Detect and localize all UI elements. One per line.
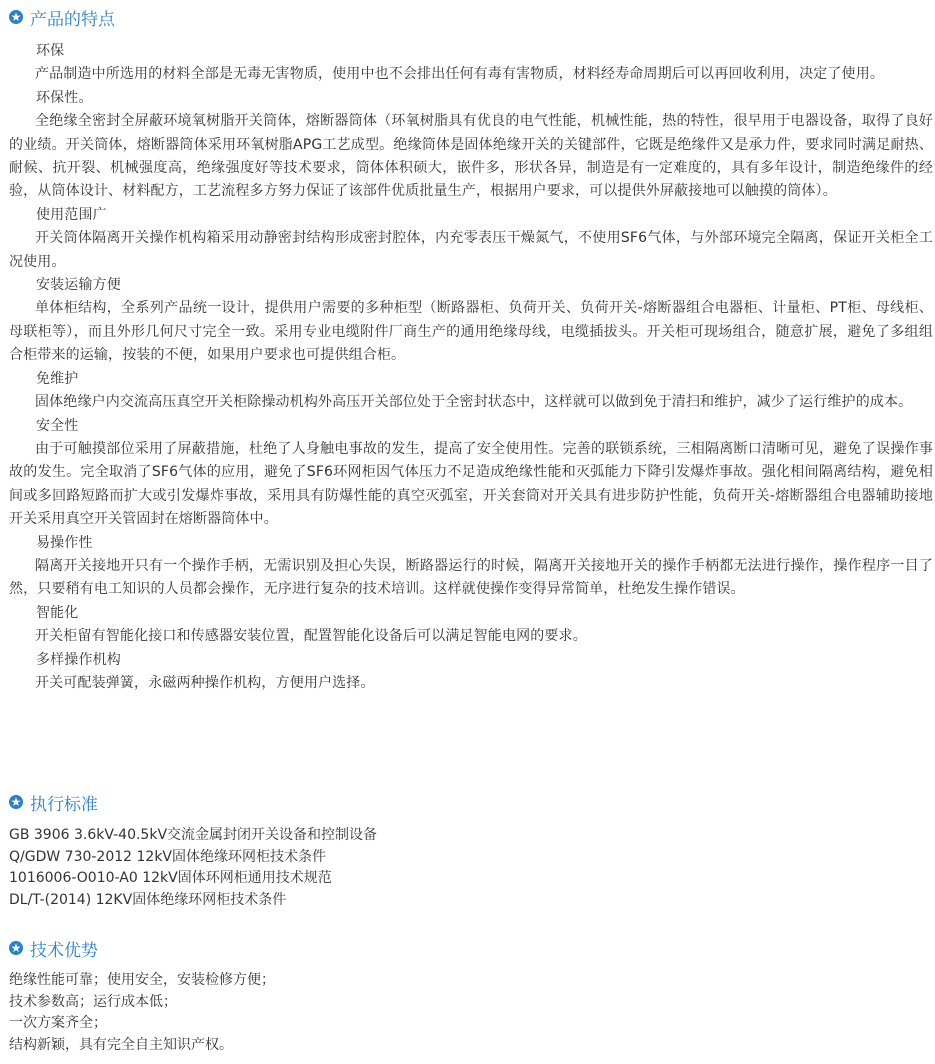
feature-text: 全绝缘全密封全屏蔽环境氧树脂开关筒体，熔断器筒体（环氧树脂具有优良的电气性能，机械性能，热的特性，很早用于电器设备，取得了良好的业绩。开关筒体，熔断器筒体采用环氧树脂APG工艺成型。绝缘筒体是固体绝缘开关的关键部件，它既是绝缘件又是承力件，要求同时满足耐热、耐候、抗开裂、机械强度高，绝缘强度好等技术要求，筒体体积硕大，嵌件多，形状各异，制造是有一定难度的，具有多年设计，制造绝缘件的经验，从筒体设计、材料配方，工艺流程多方努力保证了该部件优质批量生产，根据用户要求，可以提供外屏蔽接地可以触摸的筒体）。	[9, 113, 933, 200]
feature-title: 使用范围广	[36, 206, 107, 223]
advantage-item: 一次方案齐全；	[9, 1015, 107, 1031]
feature-text: 开关柜留有智能化接口和传感器安装位置，配置智能化设备后可以满足智能电网的要求。	[35, 628, 587, 645]
feature-text: 开关筒体隔离开关操作机构箱采用动静密封结构形成密封腔体，内充零表压干燥氮气，不使用SF6气体，与外部环境完全隔离，保证开关柜全工况使用。	[9, 230, 933, 270]
standard-item: GB 3906 3.6kV-40.5kV交流金属封闭开关设备和控制设备	[9, 827, 378, 843]
advantage-item: 结构新颖，具有完全自主知识产权。	[9, 1036, 233, 1053]
feature-text: 由于可触摸部位采用了屏蔽措施，杜绝了人身触电事故的发生，提高了安全使用性。完善的联锁系统，三相隔离断口清晰可见，避免了误操作事故的发生。完全取消了SF6气体的应用，避免了SF6环网柜因气体压力不足造成绝缘性能和灭弧能力下降引发爆炸事故。强化相间隔离结构，避免相间或多回路短路而扩大或引发爆炸事故，采用具有防爆性能的真空灭弧室，开关套筒对开关具有进步防护性能，负荷开关-熔断器组合电器辅助接地开关采用真空开关管固封在熔断器筒体中。	[9, 440, 933, 528]
features-title: 产品的特点	[30, 9, 115, 30]
standards-heading	[9, 789, 98, 815]
advantages-title: 技术优势	[30, 940, 98, 961]
standards-list	[9, 825, 929, 911]
feature-title: 安全性	[36, 417, 79, 434]
star-circle-icon	[9, 10, 23, 24]
feature-title: 免维护	[36, 370, 79, 387]
star-circle-icon	[9, 795, 23, 809]
advantages-heading	[9, 935, 98, 961]
feature-title: 安装运输方便	[36, 277, 121, 294]
feature-title: 易操作性	[36, 534, 93, 551]
feature-title: 智能化	[36, 604, 79, 621]
feature-text: 产品制造中所选用的材料全部是无毒无害物质，使用中也不会排出任何有毒有害物质，材料经寿命周期后可以再回收利用，决定了使用。	[35, 66, 884, 83]
features-heading	[9, 4, 115, 30]
standard-item: Q/GDW 730-2012 12kV固体绝缘环网柜技术条件	[9, 848, 327, 865]
feature-title: 多样操作机构	[36, 651, 121, 668]
advantages-list	[9, 970, 929, 1056]
features-body	[9, 40, 933, 695]
star-circle-icon	[9, 941, 23, 955]
feature-text: 单体柜结构，全系列产品统一设计，提供用户需要的多种柜型（断路器柜、负荷开关、负荷开关-熔断器组合电器柜、计量柜、PT柜、母线柜、母联柜等），而且外形几何尺寸完全一致。采用专业电缆附件厂商生产的通用绝缘母线，电缆插拔头。开关柜可现场组合，随意扩展，避免了多组组合柜带来的运输，按装的不便，如果用户要求也可提供组合柜。	[9, 300, 933, 364]
standards-title: 执行标准	[30, 794, 98, 815]
feature-text: 开关可配装弹簧，永磁两种操作机构，方便用户选择。	[35, 674, 375, 691]
standard-item: 1016006-O010-A0 12kV固体环网柜通用技术规范	[9, 870, 332, 886]
feature-title: 环保性。	[36, 89, 93, 106]
standard-item: DL/T-(2014) 12KV固体绝缘环网柜技术条件	[9, 891, 287, 908]
feature-title: 环保	[36, 43, 65, 59]
feature-text: 固体绝缘户内交流高压真空开关柜除操动机构外高压开关部位处于全密封状态中，这样就可以做到免于清扫和维护，减少了运行维护的成本。	[35, 394, 913, 411]
advantage-item: 绝缘性能可靠；使用安全，安装检修方便；	[9, 972, 275, 988]
advantage-item: 技术参数高；运行成本低；	[9, 993, 177, 1010]
feature-text: 隔离开关接地开只有一个操作手柄，无需识别及担心失误，断路器运行的时候，隔离开关接地开关的操作手柄都无法进行操作，操作程序一目了然，只要稍有电工知识的人员都会操作，无序进行复杂的技术培训。这样就使操作变得异常简单，杜绝发生操作错误。	[9, 557, 933, 598]
